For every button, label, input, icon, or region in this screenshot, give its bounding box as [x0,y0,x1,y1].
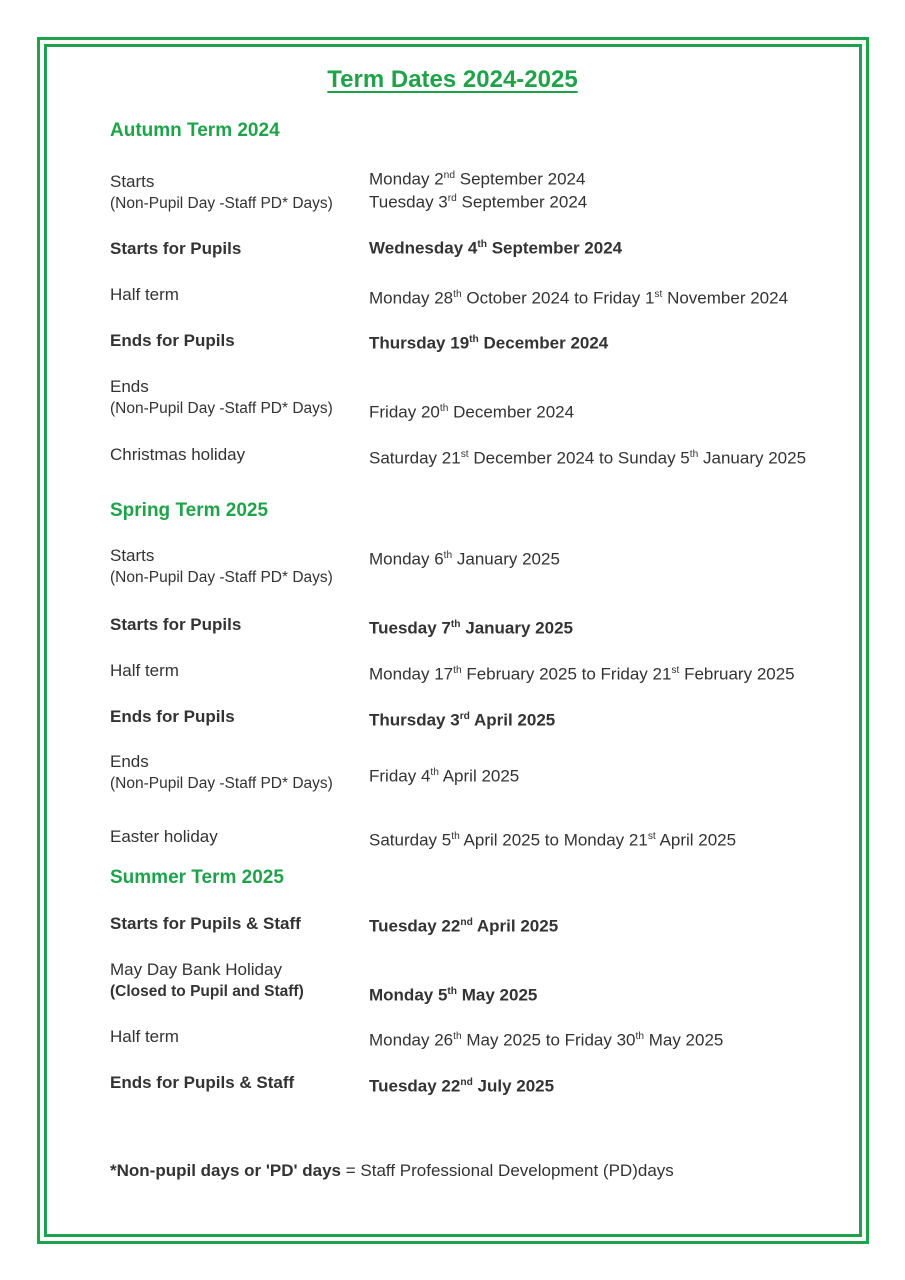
spring-ends-label [110,751,333,795]
footnote-term: *Non-pupil days or 'PD' days [110,1161,342,1180]
ordinal-suffix: th [453,289,462,300]
mayday-label-text: May Day Bank Holiday [110,960,282,979]
ordinal-suffix: nd [460,917,473,928]
spring-ends-value: Friday 4th April 2025 [369,766,520,786]
page-title: Term Dates 2024-2025 [327,66,578,93]
page-border-inner [44,44,862,1237]
spring-pupils-start-label: Starts for Pupils [110,615,242,634]
spring-pupils-end-value: Thursday 3rd April 2025 [369,710,556,730]
ordinal-suffix: th [430,767,439,778]
ordinal-suffix: nd [460,1077,473,1088]
ordinal-suffix: rd [459,711,470,722]
easter-holiday-value: Saturday 5th April 2025 to Monday 21st April 2025 [369,830,737,850]
summer-half-term-value: Monday 26th May 2025 to Friday 30th May 2025 [369,1030,724,1050]
autumn-half-term-value: Monday 28th October 2024 to Friday 1st November 2024 [369,288,789,308]
ordinal-suffix: th [451,831,460,842]
ordinal-suffix: st [671,665,680,676]
autumn-starts-sublabel: (Non-Pupil Day -Staff PD* Days) [110,195,333,212]
ordinal-suffix: th [477,239,487,250]
ordinal-suffix: th [447,986,458,997]
autumn-pupils-start-value: Wednesday 4th September 2024 [369,238,623,258]
spring-starts-label-text: Starts [110,546,155,565]
autumn-starts-label [110,171,333,215]
ordinal-suffix: th [453,1031,462,1042]
spring-pupils-start-value: Tuesday 7th January 2025 [369,618,573,638]
mayday-label [110,959,304,1003]
autumn-term-heading: Autumn Term 2024 [110,120,280,141]
ordinal-suffix: th [443,550,453,561]
summer-starts-label: Starts for Pupils & Staff [110,914,301,933]
spring-ends-label-text: Ends [110,752,149,771]
summer-end-value: Tuesday 22nd July 2025 [369,1076,555,1096]
summer-term-heading: Summer Term 2025 [110,867,284,888]
spring-starts-value: Monday 6th January 2025 [369,549,560,569]
ordinal-suffix: th [469,334,479,345]
spring-starts-sublabel: (Non-Pupil Day -Staff PD* Days) [110,569,333,586]
ordinal-suffix: st [460,449,469,460]
summer-half-term-label: Half term [110,1027,179,1046]
autumn-pupils-end-value: Thursday 19th December 2024 [369,333,609,353]
mayday-value: Monday 5th May 2025 [369,985,538,1005]
spring-term-heading: Spring Term 2025 [110,500,269,521]
ordinal-suffix: th [439,403,449,414]
summer-end-label: Ends for Pupils & Staff [110,1073,295,1092]
footnote-definition: = Staff Professional Development (PD)days [341,1161,674,1180]
spring-pupils-end-label: Ends for Pupils [110,707,235,726]
footnote [110,1161,674,1181]
christmas-holiday-label: Christmas holiday [110,445,246,464]
autumn-pupils-start-label: Starts for Pupils [110,239,242,258]
ordinal-suffix: th [689,449,699,460]
ordinal-suffix: st [647,831,656,842]
autumn-starts-value-2: Tuesday 3rd September 2024 [369,192,588,212]
autumn-half-term-label: Half term [110,285,179,304]
spring-ends-sublabel: (Non-Pupil Day -Staff PD* Days) [110,775,333,792]
ordinal-suffix: st [654,289,663,300]
ordinal-suffix: nd [443,170,456,181]
christmas-holiday-value: Saturday 21st December 2024 to Sunday 5th January 2025 [369,448,807,468]
mayday-sublabel: (Closed to Pupil and Staff) [110,983,304,1000]
ordinal-suffix: rd [447,193,457,204]
spring-starts-label [110,545,333,589]
autumn-starts-value-1: Monday 2nd September 2024 [369,169,586,189]
easter-holiday-label: Easter holiday [110,827,218,846]
spring-half-term-value: Monday 17th February 2025 to Friday 21st February 2025 [369,664,795,684]
autumn-pupils-end-label: Ends for Pupils [110,331,235,350]
summer-starts-value: Tuesday 22nd April 2025 [369,916,559,936]
autumn-ends-sublabel: (Non-Pupil Day -Staff PD* Days) [110,400,333,417]
autumn-ends-value: Friday 20th December 2024 [369,402,575,422]
autumn-starts-label-text: Starts [110,172,155,191]
ordinal-suffix: th [635,1031,644,1042]
ordinal-suffix: th [450,619,461,630]
ordinal-suffix: th [453,665,462,676]
autumn-ends-label-text: Ends [110,377,149,396]
spring-half-term-label: Half term [110,661,179,680]
autumn-ends-label [110,376,333,420]
